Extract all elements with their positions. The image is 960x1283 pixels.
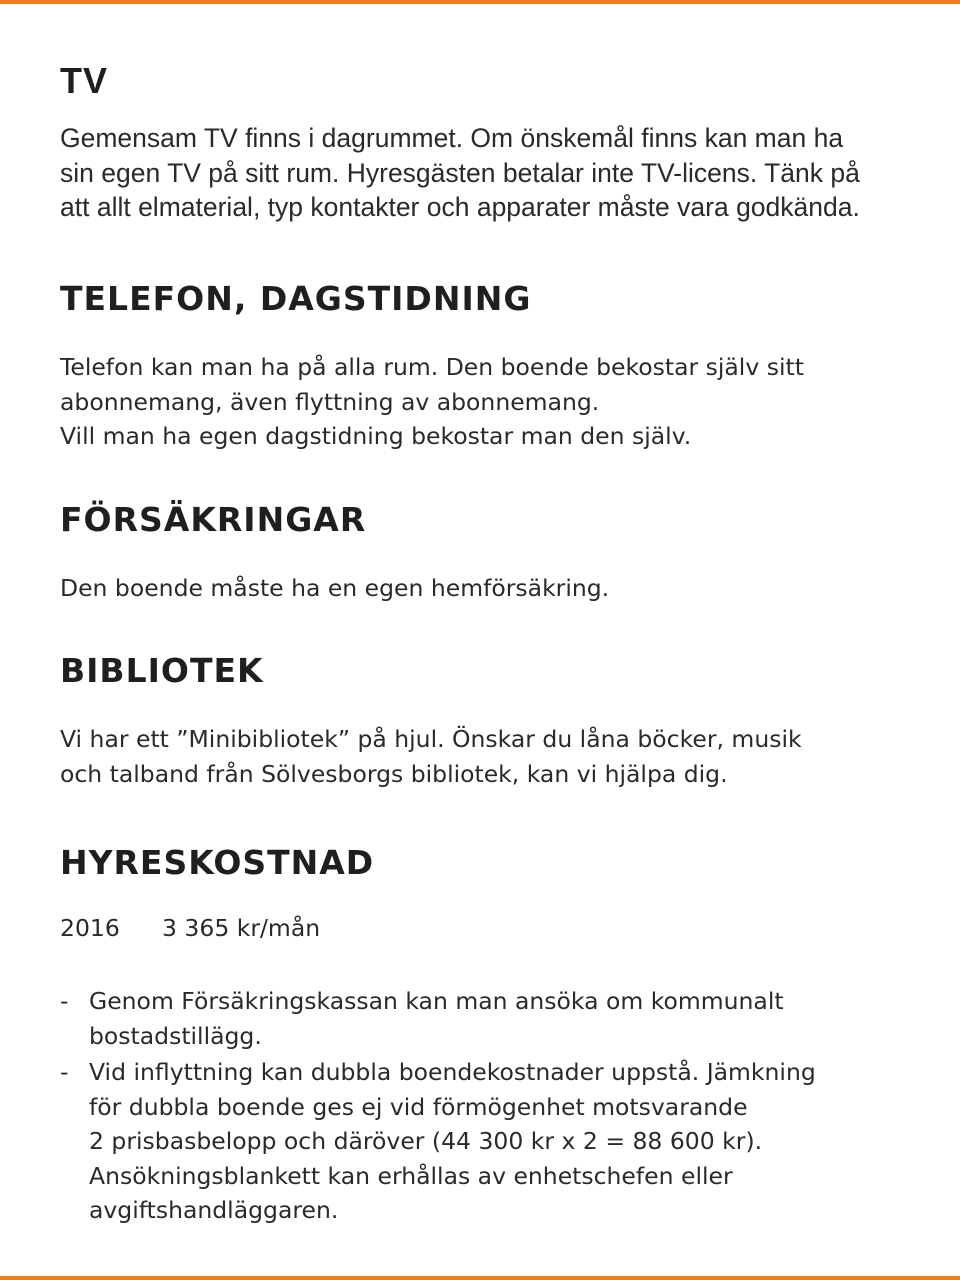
forsakringar-line: Den boende måste ha en egen hemförsäkring. xyxy=(60,574,610,602)
bottom-accent-rule xyxy=(0,1276,960,1280)
list-item xyxy=(60,984,920,1053)
telefon-line: abonnemang, även flyttning av abonnemang. xyxy=(60,387,600,416)
bullet-line: för dubbla boende ges ej vid förmögenhet motsvarande xyxy=(89,1092,748,1121)
bullet-line: avgiftshandläggaren. xyxy=(89,1196,339,1224)
rent-row xyxy=(60,914,320,942)
tv-line: sin egen TV på sitt rum. Hyresgästen betalar inte TV-licens. Tänk på xyxy=(60,157,860,188)
tv-paragraph xyxy=(60,121,920,225)
telefon-paragraph xyxy=(60,350,920,454)
forsakringar-heading: FÖRSÄKRINGAR xyxy=(60,500,367,539)
top-accent-rule xyxy=(0,0,960,4)
bibliotek-line: Vi har ett ”Minibibliotek” på hjul. Önskar du låna böcker, musik xyxy=(60,725,802,753)
bullet-line: bostadstillägg. xyxy=(89,1021,262,1050)
rent-year: 2016 xyxy=(60,914,120,942)
dash-bullet-icon: - xyxy=(60,987,69,1015)
bullet-line: 2 prisbasbelopp och däröver (44 300 kr x 2 = 88 600 kr). xyxy=(89,1127,763,1155)
tv-line: Gemensam TV finns i dagrummet. Om önskemål finns kan man ha xyxy=(60,123,844,153)
bullet-line: Vid inflyttning kan dubbla boendekostnader uppstå. Jämkning xyxy=(89,1058,816,1086)
rent-amount: 3 365 kr/mån xyxy=(162,914,321,942)
forsakringar-paragraph xyxy=(60,571,920,606)
bibliotek-paragraph xyxy=(60,722,920,791)
tv-heading: TV xyxy=(60,60,109,101)
bullet-line: Ansökningsblankett kan erhållas av enhetschefen eller xyxy=(89,1161,733,1190)
hyreskostnad-heading: HYRESKOSTNAD xyxy=(60,843,375,882)
bibliotek-heading: BIBLIOTEK xyxy=(60,651,264,690)
telefon-line: Vill man ha egen dagstidning bekostar man den själv. xyxy=(60,422,692,450)
telefon-heading: TELEFON, DAGSTIDNING xyxy=(60,279,532,318)
dash-bullet-icon: - xyxy=(60,1058,69,1086)
list-item xyxy=(60,1055,920,1228)
bullet-line: Genom Försäkringskassan kan man ansöka om kommunalt xyxy=(89,987,784,1015)
hyreskostnad-bullet-list xyxy=(60,984,920,1228)
bibliotek-line: och talband från Sölvesborgs bibliotek, kan vi hjälpa dig. xyxy=(60,759,728,788)
telefon-line: Telefon kan man ha på alla rum. Den boende bekostar själv sitt xyxy=(60,353,804,381)
tv-line: att allt elmaterial, typ kontakter och apparater måste vara godkända. xyxy=(60,192,860,222)
